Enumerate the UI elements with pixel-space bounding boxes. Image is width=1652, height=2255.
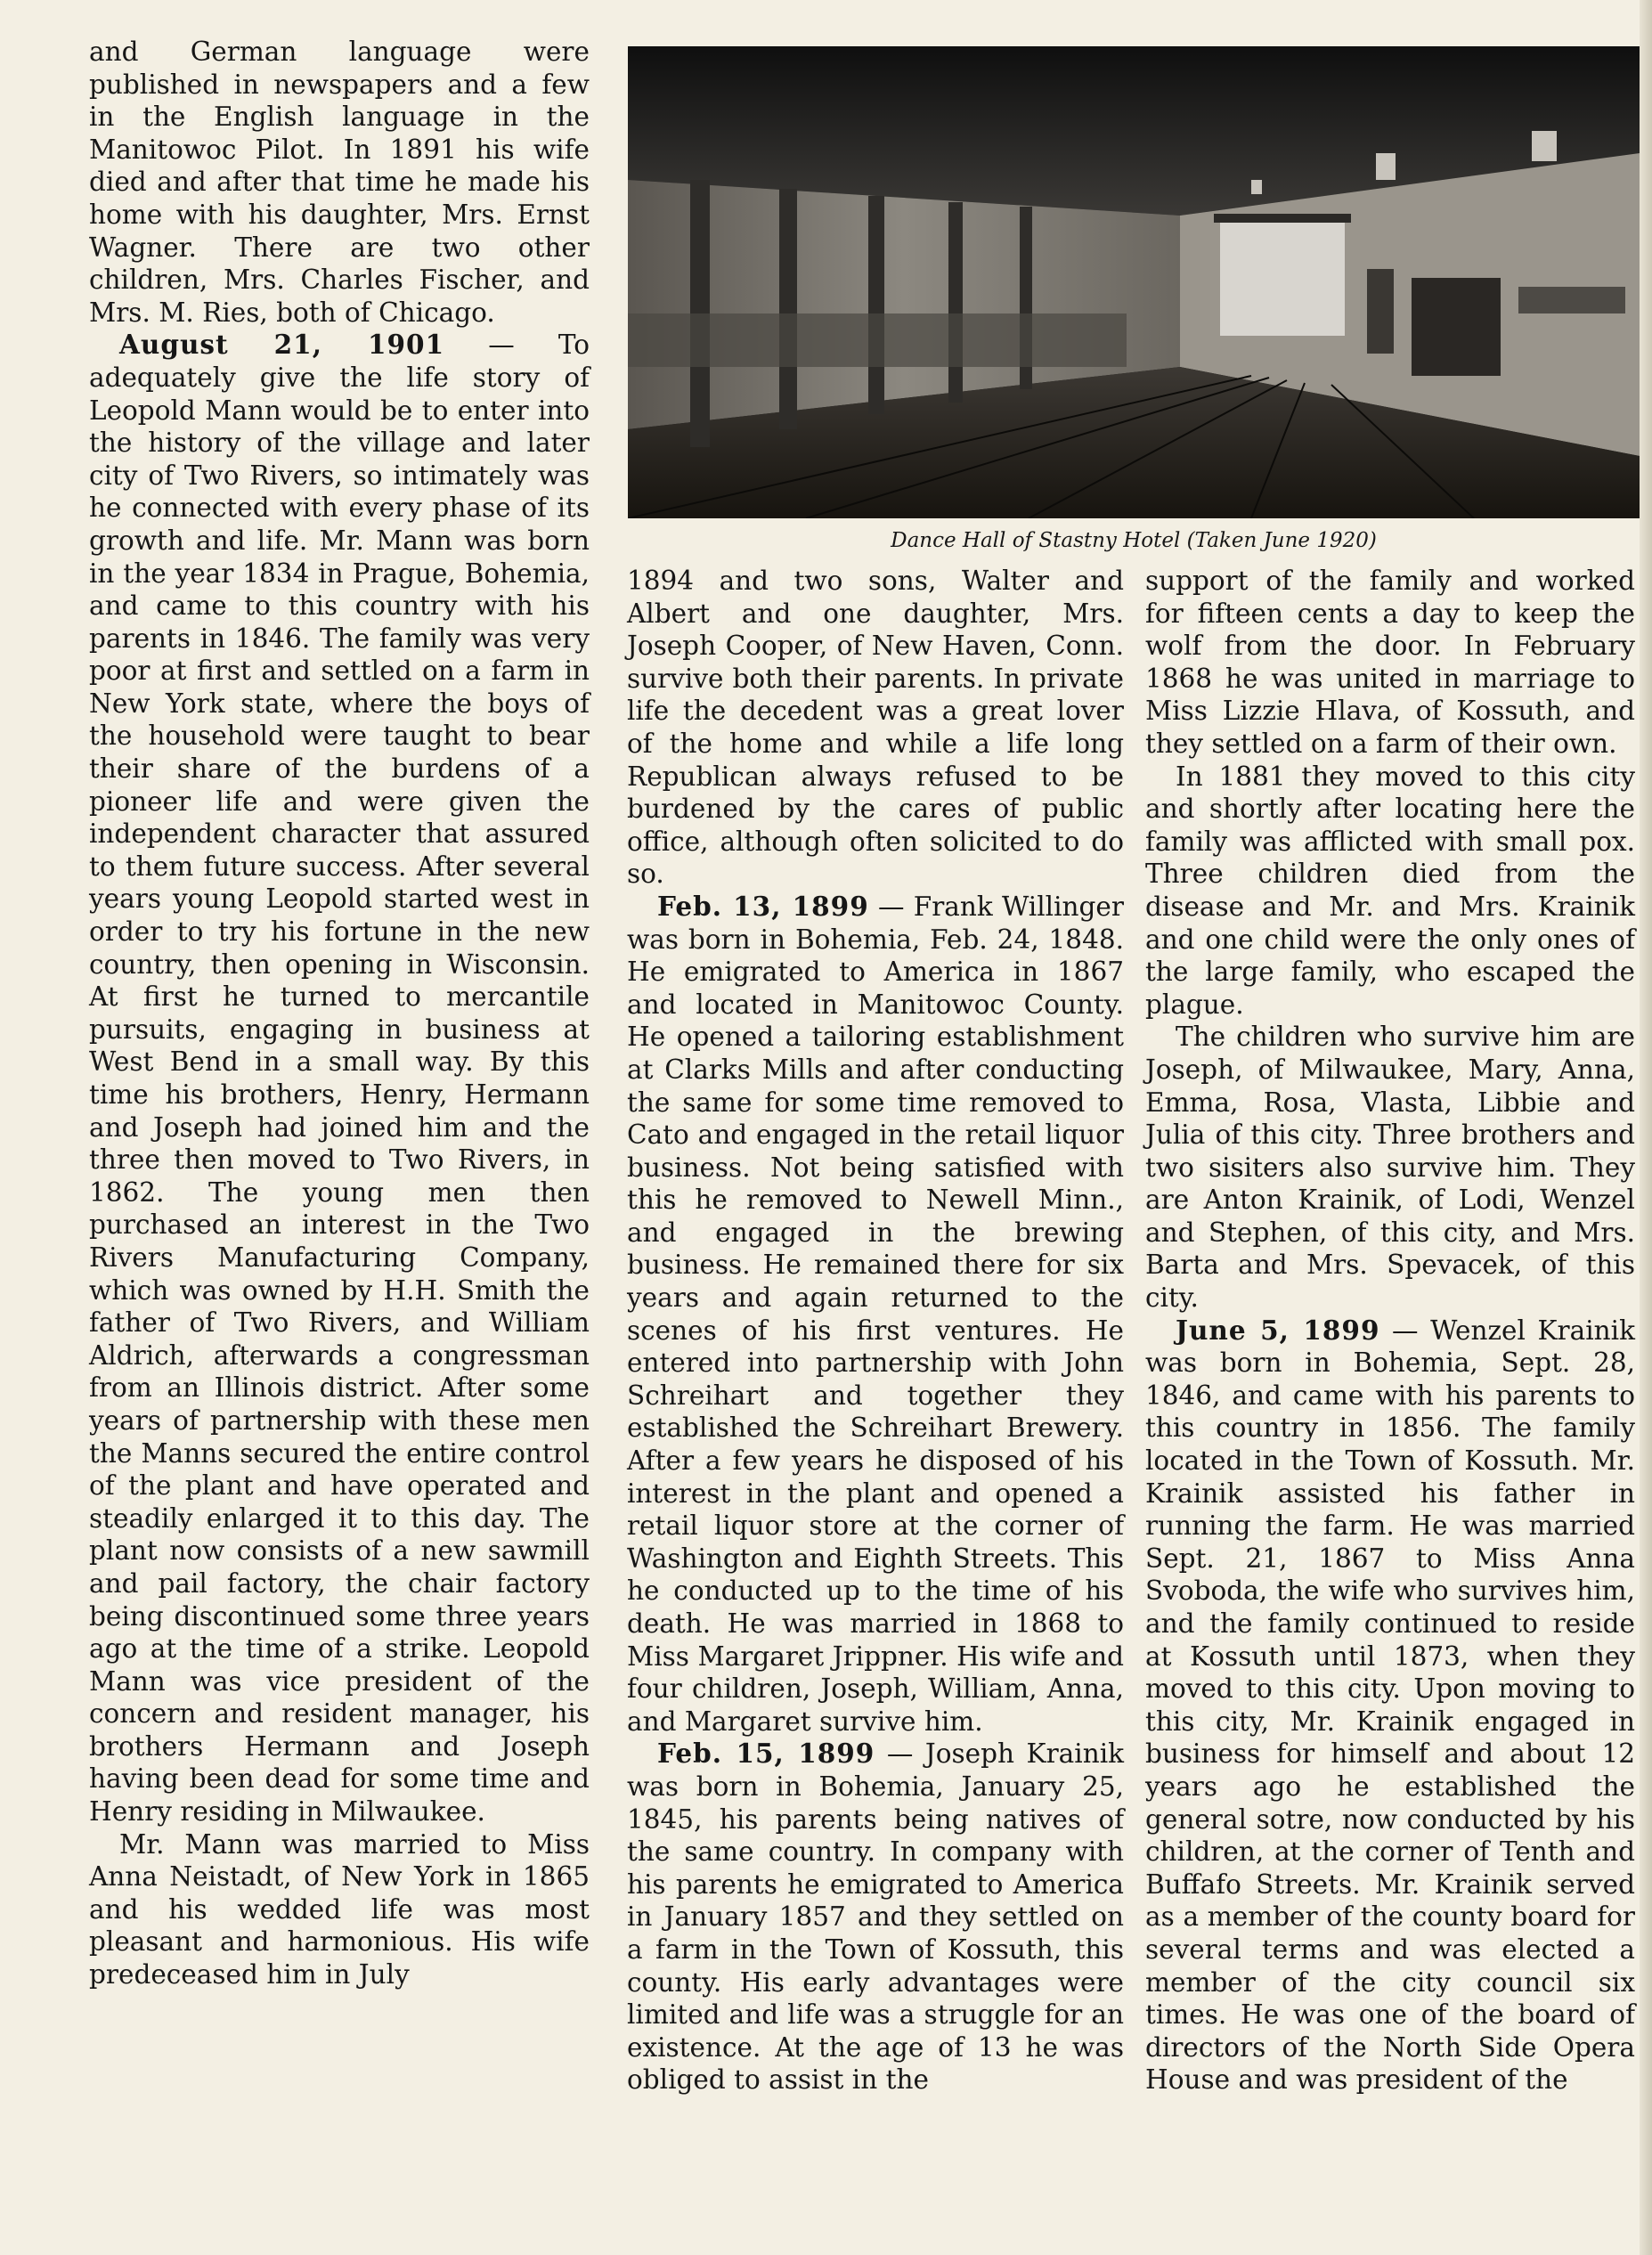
dance-hall-photo	[628, 46, 1640, 518]
entry-date: June 5, 1899	[1176, 1314, 1380, 1346]
column-middle	[627, 565, 1124, 2096]
entry-date: Feb. 15, 1899	[657, 1738, 875, 1770]
paragraph-entry	[627, 891, 1124, 1738]
entry-date: Feb. 13, 1899	[657, 890, 869, 922]
paragraph: and German language were published in newspapers and a few in the English language in the Manitowoc Pilot. In 1891 his wife died and after that time he made his home with his daughter, Mrs. Ernst Wagner. There are two other children, Mrs. Charles Fischer, and Mrs. M. Ries, both of Chicago.	[89, 37, 590, 328]
entry-text: — Joseph Krainik was born in Bohemia, January 25, 1845, his parents being natives of the same country. In company with his parents he emigrated to America in January 1857 and they settled on a farm in the Town of Kossuth, this county. His early advantages were limited and life was a struggle for an existence. At the age of 13 he was obliged to assist in the	[627, 1738, 1124, 2096]
entry-date: August 21, 1901	[119, 329, 445, 361]
paragraph: The children who survive him are Joseph, of Milwaukee, Mary, Anna, Emma, Rosa, Vlasta, Libbie and Julia of this city. Three brothers and two sisiters also survive him. They are Anton Krainik, of Lodi, Wenzel and Stephen, of this city, and Mrs. Barta and Mrs. Spevacek, of this city.	[1145, 1022, 1635, 1314]
entry-text: — Wenzel Krainik was born in Bohemia, Sept. 28, 1846, and came with his parents to this country in 1856. The family located in the Town of Kossuth. Mr. Krainik assisted his father in running the farm. He was married Sept. 21, 1867 to Miss Anna Svoboda, the wife who survives him, and the family continued to reside at Kossuth until 1873, when they moved to this city. Upon moving to this city, Mr. Krainik engaged in business for himself and about 12 years ago he established the general sotre, now conducted by his children, at the corner of Tenth and Buffafo Streets. Mr. Krainik served as a member of the county board for several terms and was elected a member of the city council six times. He was one of the board of directors of the North Side Opera House and was president of the	[1145, 1315, 1635, 2096]
paragraph: Mr. Mann was married to Miss Anna Neistadt, of New York in 1865 and his wedded life was most pleasant and harmonious. His wife predeceased him in July	[89, 1828, 590, 1990]
column-right	[1145, 565, 1635, 2096]
dance-hall-photo-illustration	[628, 46, 1640, 518]
paragraph: In 1881 they moved to this city and shortly after locating here the family was afflicted with small pox. Three children died from the disease and Mr. and Mrs. Krainik and one child were the only ones of the large family, who escaped the plague.	[1145, 761, 1635, 1020]
entry-text: — Frank Willinger was born in Bohemia, Feb. 24, 1848. He emigrated to America in 1867 and located in Manitowoc County. He opened a tailoring establishment at Clarks Mills and after conducting the same for some time removed to Cato and engaged in the retail liquor business. Not being satisfied with this he removed to Newell Minn., and engaged in the brewing business. He remained there for six years and again returned to the scenes of his first ventures. He entered into partnership with John Schreihart and together they established the Schreihart Brewery. After a few years he disposed of his interest in the plant and opened a retail liquor store at the corner of Washington and Eighth Streets. This he conducted up to the time of his death. He was married in 1868 to Miss Margaret Jrippner. His wife and four children, Joseph, William, Anna, and Margaret survive him.	[627, 891, 1124, 1737]
paragraph: 1894 and two sons, Walter and Albert and one daughter, Mrs. Joseph Cooper, of New Haven, Conn. survive both their parents. In private life the decedent was a great lover of the home and while a life long Republican always refused to be burdened by the cares of public office, although often solicited to do so.	[627, 566, 1124, 890]
photo-caption: Dance Hall of Stastny Hotel (Taken June 1920)	[891, 529, 1377, 552]
paragraph-entry	[1145, 1315, 1635, 2096]
paragraph: support of the family and worked for fifteen cents a day to keep the wolf from the door. In February 1868 he was united in marriage to Miss Lizzie Hlava, of Kossuth, and they settled on a farm of their own.	[1145, 566, 1635, 759]
page-edge-shadow	[1640, 0, 1652, 2255]
column-left	[89, 36, 590, 1991]
paragraph-entry	[89, 329, 590, 1828]
paragraph-entry	[627, 1738, 1124, 2096]
entry-text: — To adequately give the life story of Leopold Mann would be to enter into the history of the village and later city of Two Rivers, so intimately was he connected with every phase of its growth and life. Mr. Mann was born in the year 1834 in Prague, Bohemia, and came to this country with his parents in 1846. The family was very poor at first and settled on a farm in New York state, where the boys of the household were taught to bear their share of the burdens of a pioneer life and were given the independent character that assured to them future success. After several years young Leopold started west in order to try his fortune in the new country, then opening in Wisconsin. At first he turned to mercantile pursuits, engaging in business at West Bend in a small way. By this time his brothers, Henry, Hermann and Joseph had joined him and the three then moved to Two Rivers, in 1862. The young men then purchased an interest in the Two Rivers Manufacturing Company, which was owned by H.H. Smith the father of Two Rivers, and William Aldrich, afterwards a congressman from an Illinois district. After some years of partnership with these men the Manns secured the entire control of the plant and have operated and steadily enlarged it to this day. The plant now consists of a new sawmill and pail factory, the chair factory being discontinued some three years ago at the time of a strike. Leopold Mann was vice president of the concern and resident manager, his brothers Hermann and Joseph having been dead for some time and Henry residing in Milwaukee.	[89, 330, 590, 1828]
